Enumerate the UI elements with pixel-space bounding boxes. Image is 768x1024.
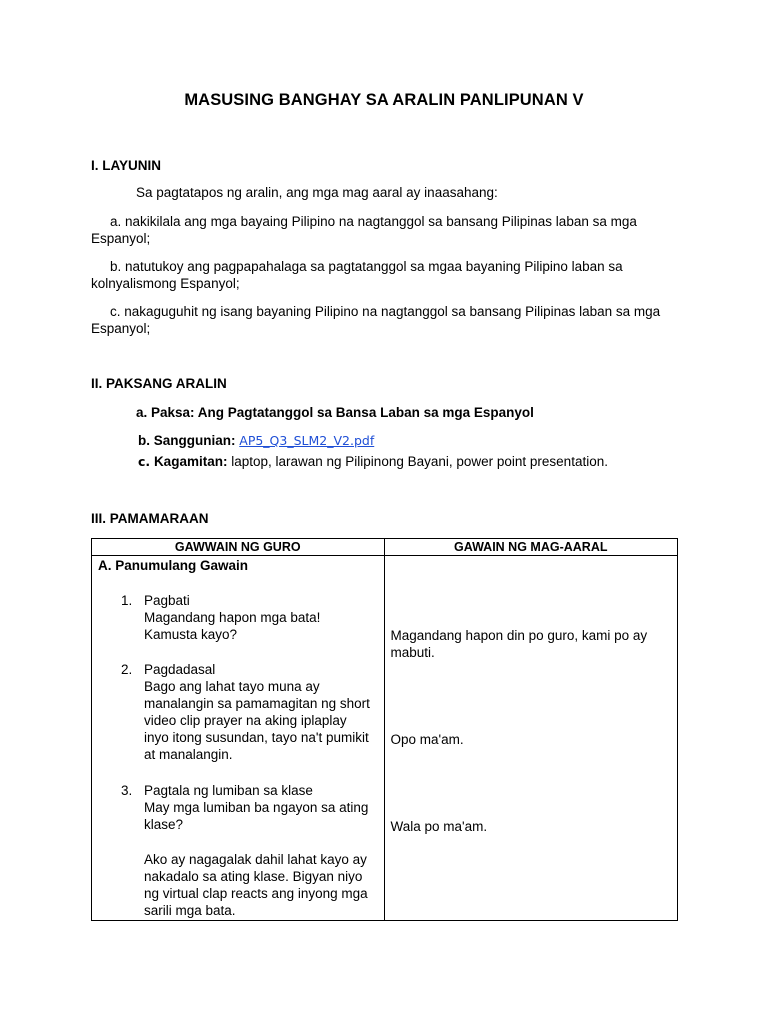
step-line: Magandang hapon mga bata! xyxy=(144,610,321,625)
layunin-item-a xyxy=(91,213,691,247)
step-line: Pagdadasal xyxy=(144,662,216,677)
step-line: Kamusta kayo? xyxy=(144,627,238,642)
sanggunian-link[interactable]: AP5_Q3_SLM2_V2.pdf xyxy=(239,433,375,448)
step-line: at manalangin. xyxy=(144,747,233,762)
closing-line: nakadalo sa ating klase. Bigyan niyo xyxy=(144,869,363,884)
paksa-line: a. Paksa: Ang Pagtatanggol sa Bansa Laban sa mga Espanyol xyxy=(136,405,534,420)
step-number-3: 3. xyxy=(121,783,133,798)
kagamitan-prefix: c. xyxy=(138,454,151,469)
response-2 xyxy=(391,731,661,748)
layunin-heading: I. LAYUNIN xyxy=(91,158,162,173)
step-line: Bago ang lahat tayo muna ay xyxy=(144,679,320,694)
page-title: MASUSING BANGHAY SA ARALIN PANLIPUNAN V xyxy=(184,91,584,109)
paksang-aralin-heading: II. PAKSANG ARALIN xyxy=(91,376,227,391)
layunin-intro: Sa pagtatapos ng aralin, ang mga mag aaral ay inaasahang: xyxy=(136,185,498,200)
step-line: video clip prayer na aking iplaplay xyxy=(144,713,347,728)
mag-aaral-cell xyxy=(384,556,678,921)
step-2 xyxy=(144,661,380,763)
closing-line: ng virtual clap reacts ang inyong mga xyxy=(144,886,368,901)
response-line: Magandang hapon din po guro, kami po ay xyxy=(390,628,648,643)
step-number-1: 1. xyxy=(121,593,133,608)
step-line: manalangin sa pamamagitan ng short xyxy=(144,696,370,711)
sanggunian-line xyxy=(138,432,374,449)
step-number-2: 2. xyxy=(121,662,133,677)
response-3 xyxy=(391,818,661,835)
kagamitan-label: Kagamitan: xyxy=(153,454,228,469)
column-header-mag-aaral: GAWAIN NG MAG-AARAL xyxy=(384,539,678,556)
step-line: Pagbati xyxy=(144,593,190,608)
response-line: mabuti. xyxy=(390,645,435,660)
step-line: inyo itong susundan, tayo na't pumikit xyxy=(144,730,369,745)
column-header-guro: GAWWAIN NG GURO xyxy=(92,539,385,556)
step-line: May mga lumiban ba ngayon sa ating xyxy=(144,800,369,815)
response-line: Wala po ma'am. xyxy=(390,819,488,834)
layunin-item-c-line1: c. nakaguguhit ng isang bayaning Pilipino na nagtanggol sa bansang Pilipinas laban sa mga xyxy=(110,304,661,319)
layunin-item-a-line1: a. nakikilala ang mga bayaing Pilipino na nagtanggol sa bansang Pilipinas laban sa mga xyxy=(110,214,637,229)
guro-cell xyxy=(92,556,385,921)
step-3 xyxy=(144,782,380,833)
closing-paragraph xyxy=(144,851,380,919)
table-header-row xyxy=(92,539,678,556)
layunin-item-a-line2: Espanyol; xyxy=(91,231,151,246)
response-1 xyxy=(391,627,661,661)
section-heading: A. Panumulang Gawain xyxy=(98,558,249,573)
kagamitan-value: laptop, larawan ng Pilipinong Bayani, power point presentation. xyxy=(231,454,608,469)
lesson-table xyxy=(91,538,678,921)
pamamaraan-heading: III. PAMAMARAAN xyxy=(91,511,209,526)
sanggunian-label: b. Sanggunian: xyxy=(138,433,236,448)
response-line: Opo ma'am. xyxy=(390,732,464,747)
table-row xyxy=(92,556,678,921)
step-line: Pagtala ng lumiban sa klase xyxy=(144,783,313,798)
kagamitan-line xyxy=(138,453,608,470)
closing-line: sarili mga bata. xyxy=(144,903,236,918)
layunin-item-b xyxy=(91,258,691,292)
layunin-item-c xyxy=(91,303,691,337)
step-line: klase? xyxy=(144,817,184,832)
layunin-item-b-line2: kolnyalismong Espanyol; xyxy=(91,276,240,291)
closing-line: Ako ay nagagalak dahil lahat kayo ay xyxy=(144,852,367,867)
layunin-item-c-line2: Espanyol; xyxy=(91,321,151,336)
layunin-item-b-line1: b. natutukoy ang pagpapahalaga sa pagtatanggol sa mgaa bayaning Pilipino laban sa xyxy=(110,259,623,274)
step-1 xyxy=(144,592,380,643)
